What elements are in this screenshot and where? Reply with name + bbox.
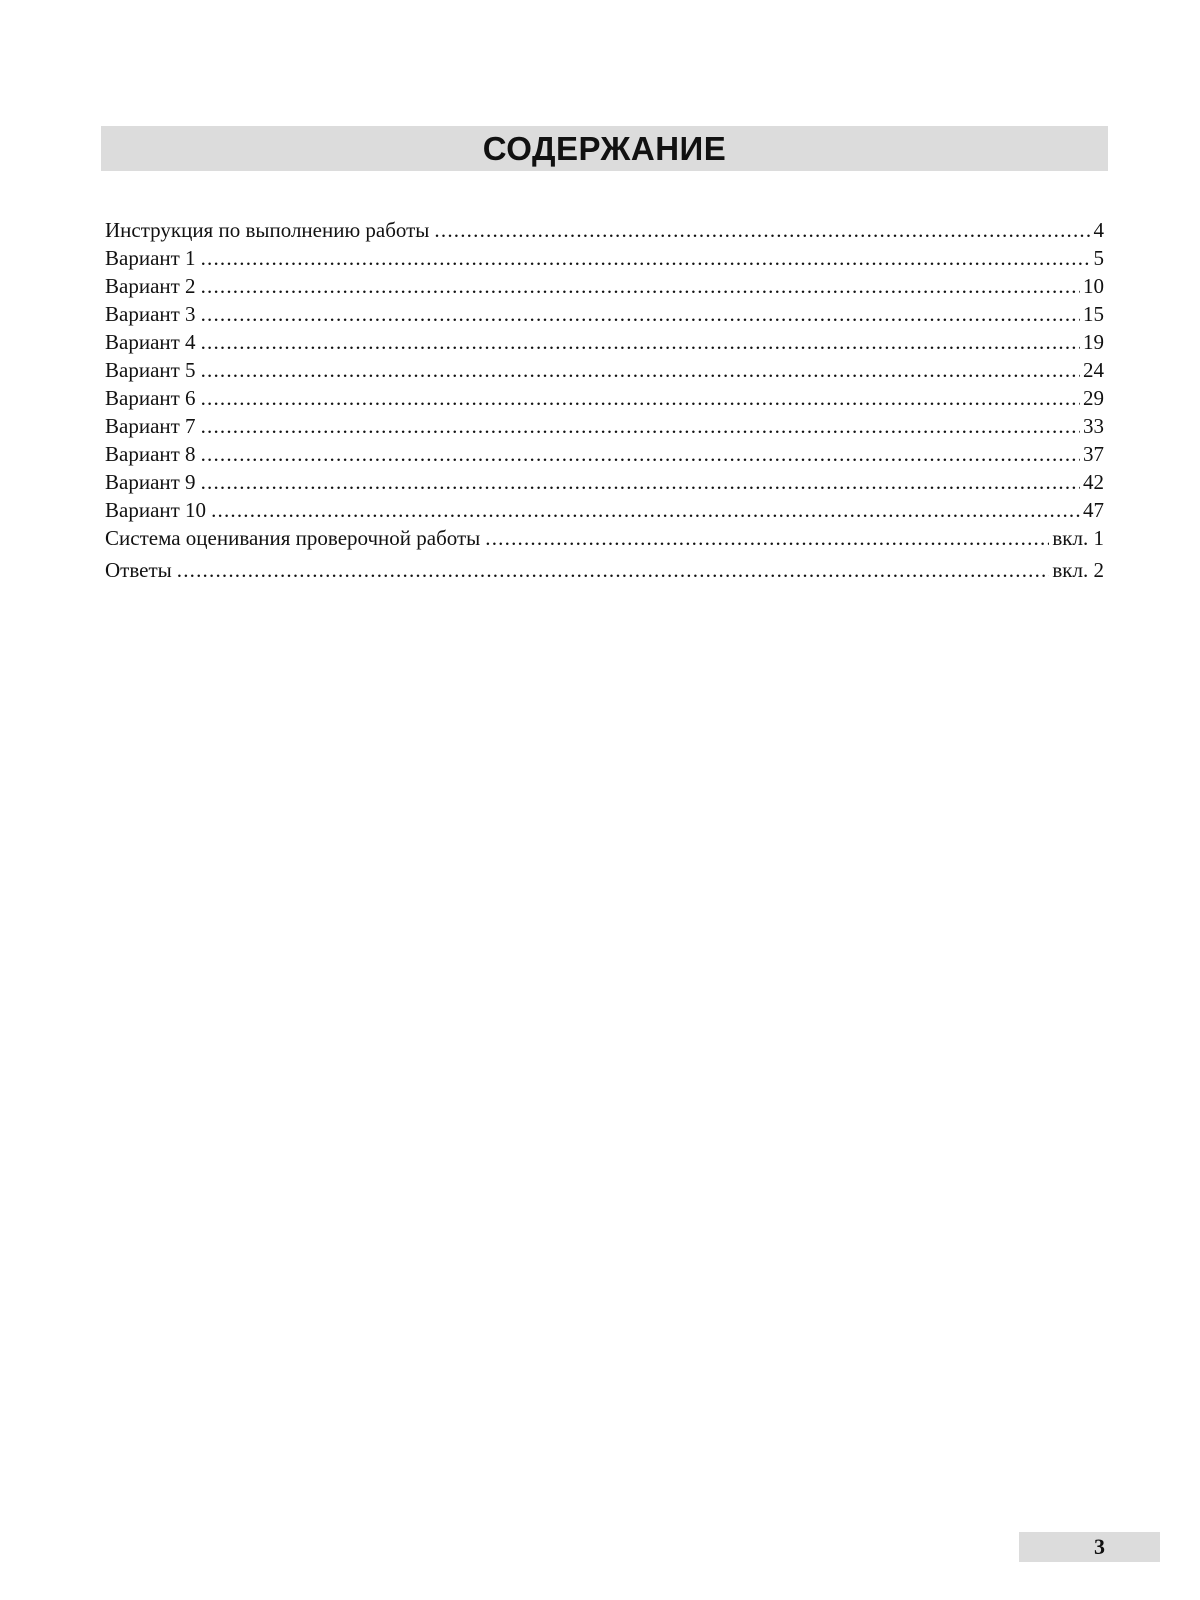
page-number: 3 [1094,1534,1105,1559]
page-number-box [1019,1532,1160,1562]
toc-entry-page: 15 [1083,302,1104,326]
dot-leader [211,496,1080,524]
dot-leader [201,300,1080,328]
toc-entry-page: 19 [1083,330,1104,354]
toc-entry[interactable] [105,524,1104,552]
toc-entry-page: 29 [1083,386,1104,410]
toc-entry-label: Вариант 2 [105,274,196,298]
dot-leader [485,524,1049,552]
toc-entry[interactable] [105,328,1104,356]
toc-entry-label: Вариант 9 [105,470,196,494]
toc-entry[interactable] [105,412,1104,440]
toc-entry[interactable] [105,556,1104,584]
dot-leader [201,272,1080,300]
toc-entry-page: вкл. 2 [1052,558,1104,582]
toc-entry-label: Вариант 8 [105,442,196,466]
toc-entry-label: Вариант 3 [105,302,196,326]
toc-entry[interactable] [105,356,1104,384]
toc-entry-page: 4 [1093,218,1104,242]
table-of-contents [105,216,1104,584]
toc-entry-label: Ответы [105,558,172,582]
toc-entry-label: Система оценивания проверочной работы [105,526,481,550]
toc-entry[interactable] [105,468,1104,496]
toc-entry[interactable] [105,272,1104,300]
toc-entry-page: 37 [1083,442,1104,466]
dot-leader [201,440,1080,468]
toc-entry-label: Вариант 10 [105,498,207,522]
toc-entry-page: 24 [1083,358,1104,382]
toc-entry[interactable] [105,216,1104,244]
dot-leader [201,356,1080,384]
page-title: СОДЕРЖАНИЕ [482,129,727,167]
toc-entry-page: 33 [1083,414,1104,438]
dot-leader [201,244,1091,272]
toc-entry-label: Вариант 6 [105,386,196,410]
toc-entry-page: 10 [1083,274,1104,298]
title-bar [101,126,1108,171]
toc-entry-page: 47 [1083,498,1104,522]
toc-entry-label: Вариант 4 [105,330,196,354]
toc-entry[interactable] [105,496,1104,524]
toc-entry-label: Вариант 7 [105,414,196,438]
dot-leader [434,216,1090,244]
toc-entry[interactable] [105,300,1104,328]
dot-leader [177,556,1050,584]
toc-entry-page: 5 [1093,246,1104,270]
dot-leader [201,384,1080,412]
toc-entry-label: Вариант 1 [105,246,196,270]
toc-entry-page: вкл. 1 [1052,526,1104,550]
toc-entry-label: Вариант 5 [105,358,196,382]
toc-entry-page: 42 [1083,470,1104,494]
toc-entry[interactable] [105,384,1104,412]
dot-leader [201,328,1080,356]
dot-leader [201,412,1080,440]
toc-entry[interactable] [105,244,1104,272]
toc-entry[interactable] [105,440,1104,468]
toc-entry-label: Инструкция по выполнению работы [105,218,430,242]
dot-leader [201,468,1080,496]
